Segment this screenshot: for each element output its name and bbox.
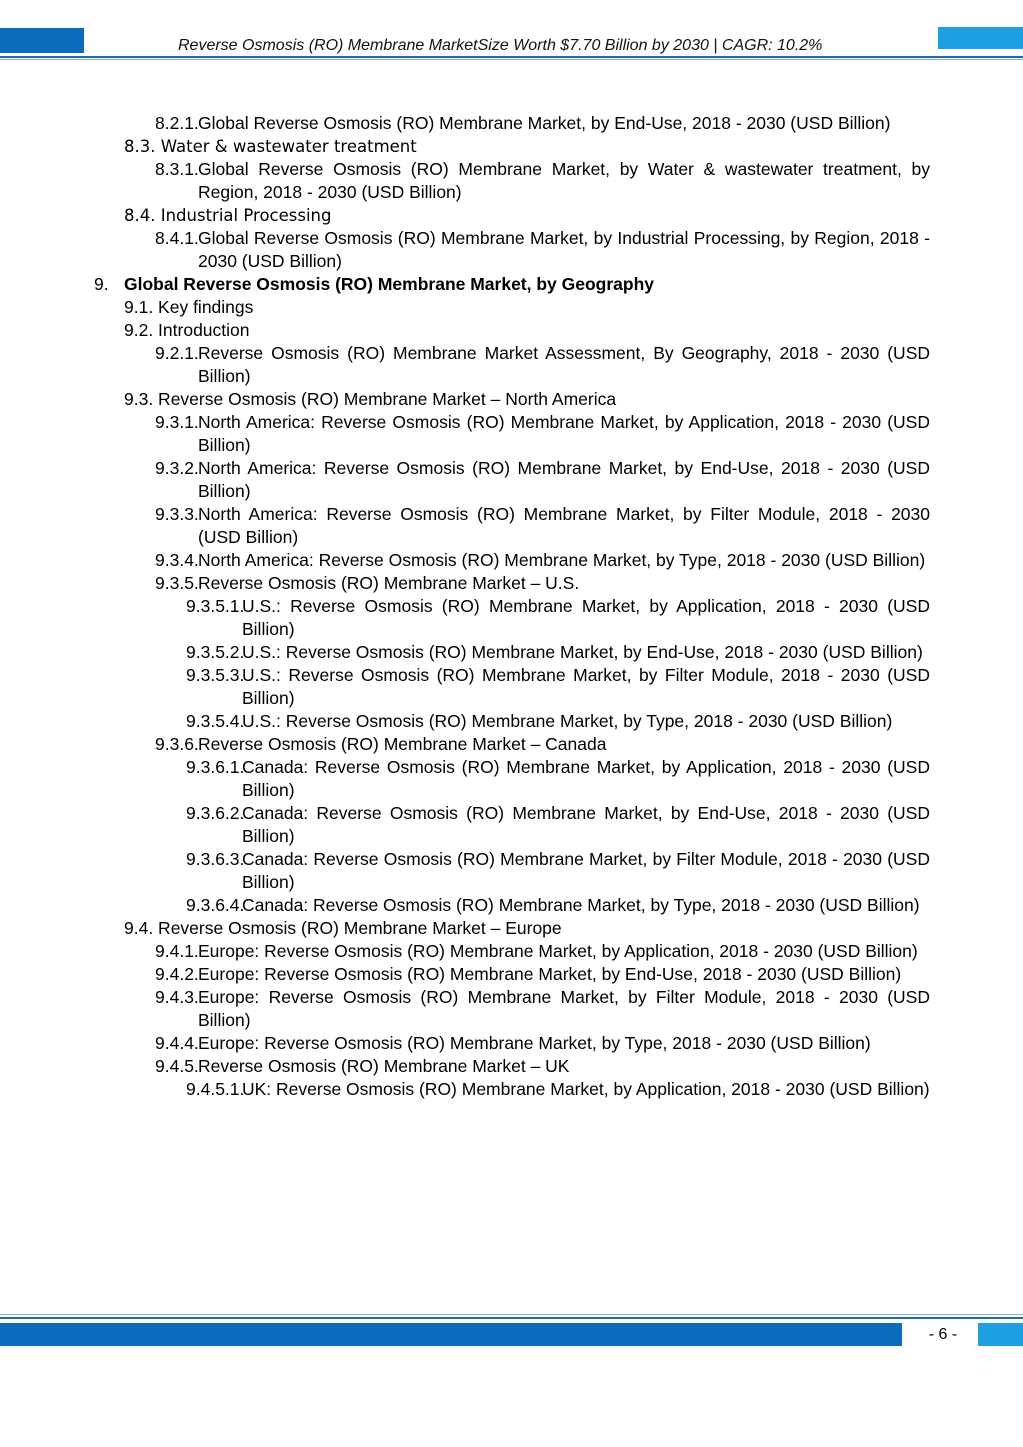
- toc-text: UK: Reverse Osmosis (RO) Membrane Market, by Application, 2018 - 2030 (USD Billion): [242, 1079, 930, 1099]
- toc-entry: [0, 1055, 1023, 1078]
- toc-number: 8.2.1.: [155, 113, 199, 133]
- toc-entry: [0, 710, 1023, 733]
- toc-text: Global Reverse Osmosis (RO) Membrane Market, by Water & wastewater treatment, by Region, 2018 - 2030 (USD Billion): [198, 159, 930, 202]
- toc-entry: [0, 296, 1023, 319]
- toc-entry: [0, 963, 1023, 986]
- toc-entry: [0, 112, 1023, 135]
- toc-text: 9.4. Reverse Osmosis (RO) Membrane Market – Europe: [124, 918, 562, 938]
- toc-text: U.S.: Reverse Osmosis (RO) Membrane Market, by Type, 2018 - 2030 (USD Billion): [242, 711, 893, 731]
- toc-entry: [0, 204, 1023, 227]
- table-of-contents: [0, 112, 1023, 1101]
- toc-text: Reverse Osmosis (RO) Membrane Market – Canada: [198, 734, 607, 754]
- toc-entry: [0, 917, 1023, 940]
- toc-entry: [0, 664, 1023, 710]
- toc-number: 9.3.5.2.: [186, 642, 245, 662]
- toc-entry: [0, 595, 1023, 641]
- toc-number: 8.3.1.: [155, 159, 199, 179]
- toc-entry: [0, 986, 1023, 1032]
- toc-number: 9.3.4.: [155, 550, 199, 570]
- toc-text: North America: Reverse Osmosis (RO) Membrane Market, by Type, 2018 - 2030 (USD Billion): [198, 550, 926, 570]
- toc-entry: [0, 940, 1023, 963]
- toc-entry: [0, 802, 1023, 848]
- toc-text: 9.1. Key findings: [124, 297, 254, 317]
- header-title: Reverse Osmosis (RO) Membrane MarketSize Worth $7.70 Billion by 2030 | CAGR: 10.2%: [178, 37, 823, 54]
- footer-rule-thin: [0, 1314, 1023, 1315]
- toc-number: 9.3.6.4.: [186, 895, 245, 915]
- toc-number: 9.3.5.: [155, 573, 199, 593]
- toc-number: 9.3.6.2.: [186, 803, 245, 823]
- toc-text: Europe: Reverse Osmosis (RO) Membrane Market, by Application, 2018 - 2030 (USD Billion): [198, 941, 918, 961]
- header-rule: [0, 56, 1023, 58]
- header-rule-thin: [0, 59, 1023, 60]
- toc-text: U.S.: Reverse Osmosis (RO) Membrane Market, by Application, 2018 - 2030 (USD Billion): [242, 596, 930, 639]
- toc-entry: [0, 342, 1023, 388]
- toc-text: Canada: Reverse Osmosis (RO) Membrane Market, by Type, 2018 - 2030 (USD Billion): [242, 895, 920, 915]
- toc-text: U.S.: Reverse Osmosis (RO) Membrane Market, by Filter Module, 2018 - 2030 (USD Billion): [242, 665, 930, 708]
- toc-number: 9.3.5.3.: [186, 665, 245, 685]
- toc-text: Reverse Osmosis (RO) Membrane Market Assessment, By Geography, 2018 - 2030 (USD Billion): [198, 343, 930, 386]
- toc-entry: [0, 411, 1023, 457]
- toc-entry: [0, 1032, 1023, 1055]
- toc-text: Europe: Reverse Osmosis (RO) Membrane Market, by Filter Module, 2018 - 2030 (USD Billion): [198, 987, 930, 1030]
- toc-text: North America: Reverse Osmosis (RO) Membrane Market, by Application, 2018 - 2030 (USD Billion): [198, 412, 930, 455]
- toc-entry: [0, 388, 1023, 411]
- header-accent-right: [938, 27, 1023, 49]
- toc-entry: [0, 572, 1023, 595]
- toc-number: 9.3.1.: [155, 412, 199, 432]
- toc-text: Reverse Osmosis (RO) Membrane Market – UK: [198, 1056, 570, 1076]
- toc-entry: [0, 756, 1023, 802]
- toc-text: 9.2. Introduction: [124, 320, 250, 340]
- toc-entry: [0, 135, 1023, 158]
- toc-entry: [0, 549, 1023, 572]
- toc-number: 9.4.4.: [155, 1033, 199, 1053]
- toc-number: 9.3.5.4.: [186, 711, 245, 731]
- toc-number: 9.3.5.1.: [186, 596, 245, 616]
- footer-rule: [0, 1317, 1023, 1319]
- toc-text: U.S.: Reverse Osmosis (RO) Membrane Market, by End-Use, 2018 - 2030 (USD Billion): [242, 642, 923, 662]
- toc-entry: [0, 503, 1023, 549]
- toc-text: Canada: Reverse Osmosis (RO) Membrane Market, by End-Use, 2018 - 2030 (USD Billion): [242, 803, 930, 846]
- header-accent-left: [0, 28, 84, 53]
- toc-text: Reverse Osmosis (RO) Membrane Market – U.S.: [198, 573, 580, 593]
- toc-number: 9.4.3.: [155, 987, 199, 1007]
- toc-text: Global Reverse Osmosis (RO) Membrane Market, by End-Use, 2018 - 2030 (USD Billion): [198, 113, 891, 133]
- toc-number: 8.4.1.: [155, 228, 199, 248]
- toc-number: 9.4.2.: [155, 964, 199, 984]
- toc-entry: [0, 457, 1023, 503]
- toc-number: 9.3.3.: [155, 504, 199, 524]
- toc-number: 9.3.2.: [155, 458, 199, 478]
- toc-entry: [0, 733, 1023, 756]
- toc-entry: [0, 1078, 1023, 1101]
- toc-number: 9.2.1.: [155, 343, 199, 363]
- toc-number: 9.: [94, 274, 109, 294]
- toc-text: Europe: Reverse Osmosis (RO) Membrane Market, by Type, 2018 - 2030 (USD Billion): [198, 1033, 871, 1053]
- toc-text: Canada: Reverse Osmosis (RO) Membrane Market, by Application, 2018 - 2030 (USD Billion): [242, 757, 930, 800]
- toc-entry: [0, 319, 1023, 342]
- toc-number: 9.4.5.: [155, 1056, 199, 1076]
- toc-number: 9.3.6.: [155, 734, 199, 754]
- toc-entry: [0, 848, 1023, 894]
- toc-text: Europe: Reverse Osmosis (RO) Membrane Market, by End-Use, 2018 - 2030 (USD Billion): [198, 964, 902, 984]
- footer-bar: [0, 1323, 902, 1346]
- footer-accent-right: [978, 1323, 1023, 1346]
- toc-entry: [0, 641, 1023, 664]
- page-number: - 6 -: [928, 1326, 958, 1343]
- toc-number: 9.4.1.: [155, 941, 199, 961]
- toc-text: 8.4. Industrial Processing: [124, 206, 332, 225]
- toc-text: 9.3. Reverse Osmosis (RO) Membrane Market – North America: [124, 389, 617, 409]
- toc-text: Global Reverse Osmosis (RO) Membrane Market, by Geography: [124, 274, 655, 294]
- toc-entry: [0, 227, 1023, 273]
- toc-text: Global Reverse Osmosis (RO) Membrane Market, by Industrial Processing, by Region, 2018 - 2030 (USD Billion): [198, 228, 930, 271]
- toc-chapter: [0, 273, 1023, 296]
- toc-entry: [0, 894, 1023, 917]
- toc-text: North America: Reverse Osmosis (RO) Membrane Market, by Filter Module, 2018 - 2030 (USD Billion): [198, 504, 930, 547]
- toc-text: North America: Reverse Osmosis (RO) Membrane Market, by End-Use, 2018 - 2030 (USD Billion): [198, 458, 930, 501]
- toc-text: Canada: Reverse Osmosis (RO) Membrane Market, by Filter Module, 2018 - 2030 (USD Billion): [242, 849, 930, 892]
- toc-entry: [0, 158, 1023, 204]
- toc-text: 8.3. Water & wastewater treatment: [124, 137, 417, 156]
- toc-number: 9.3.6.1.: [186, 757, 245, 777]
- toc-number: 9.4.5.1.: [186, 1079, 245, 1099]
- toc-number: 9.3.6.3.: [186, 849, 245, 869]
